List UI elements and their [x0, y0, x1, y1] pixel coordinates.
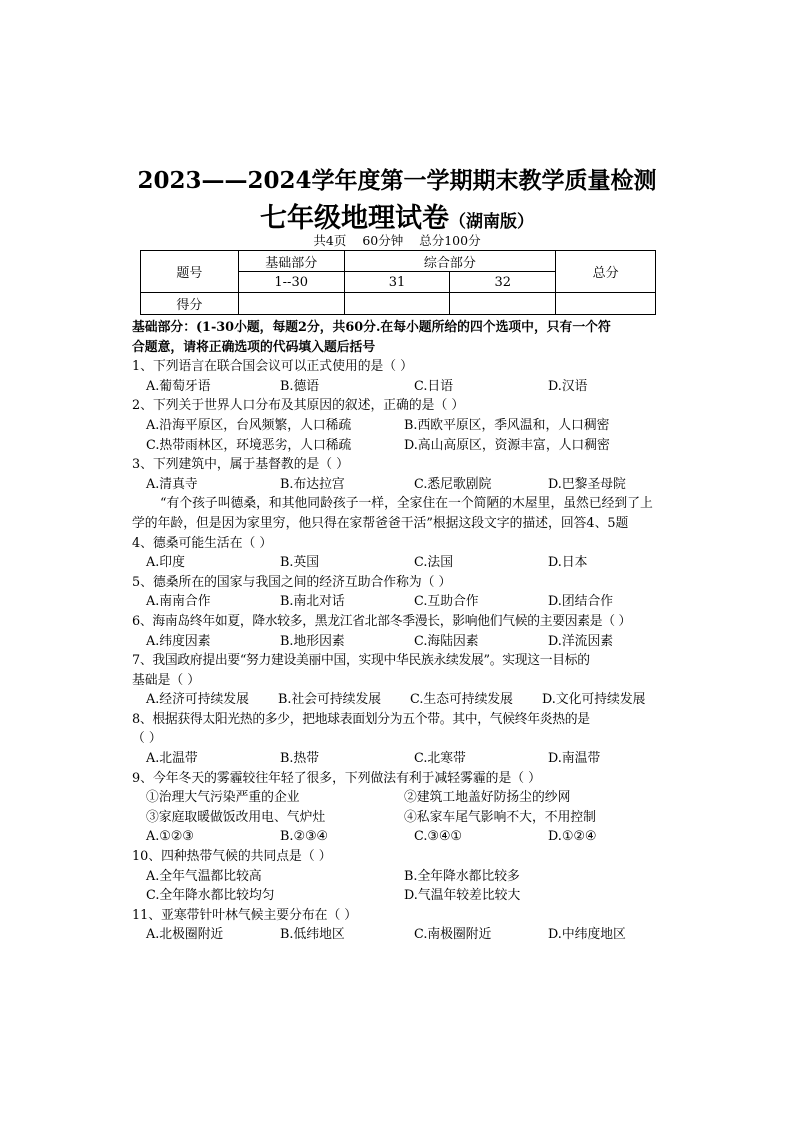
option-b[interactable]: B.②③④	[280, 829, 328, 845]
sub-item: ②建筑工地盖好防扬尘的纱网	[404, 790, 571, 806]
options-row	[132, 475, 662, 495]
options-row	[132, 886, 662, 906]
reading-passage: “有个孩子叫德桑，和其他同龄孩子一样，全家住在一个简陋的木屋里，虽然已经到了上学的年龄，但是因为家里穷，他只得在家帮爸爸干活”根据这段文字的描述，回答4、5题	[132, 496, 653, 531]
option-d[interactable]: D.洋流因素	[548, 633, 614, 649]
option-d[interactable]: D.日本	[548, 555, 588, 571]
sub-items-row	[132, 808, 662, 828]
sub-item: ①治理大气污染严重的企业	[146, 790, 300, 806]
total-header: 总分	[556, 251, 656, 293]
question-stem: 1、下列语言在联合国会议可以正式使用的是（ ）	[132, 359, 413, 375]
question-stem: 3、下列建筑中，属于基督教的是（ ）	[132, 457, 349, 473]
option-d[interactable]: D.汉语	[548, 378, 588, 394]
exam-subtitle	[0, 196, 794, 235]
question-stem: 4、德桑可能生活在（ ）	[132, 535, 273, 551]
score-row-label: 得分	[141, 293, 239, 315]
option-a[interactable]: A.南南合作	[146, 594, 211, 610]
options-row	[132, 925, 662, 945]
score-cell-total[interactable]	[556, 293, 656, 315]
sub-items-row	[132, 788, 662, 808]
options-row	[132, 632, 662, 652]
section-instructions-cont: 合题意，请将正确选项的代码填入题后括号	[132, 339, 376, 355]
question-number-header: 题号	[141, 251, 239, 293]
option-c[interactable]: C.海陆因素	[414, 633, 479, 649]
option-d[interactable]: D.巴黎圣母院	[548, 476, 626, 492]
question-stem: 2、下列关于世界人口分布及其原因的叙述，正确的是（ ）	[132, 398, 465, 414]
options-row	[132, 749, 662, 769]
option-c[interactable]: C.南极圈附近	[414, 927, 492, 943]
basic-range-cell: 1--30	[238, 272, 344, 293]
question-stem: 6、海南岛终年如夏，降水较多，黑龙江省北部冬季漫长，影响他们气候的主要因素是（ ）	[132, 613, 631, 629]
option-b[interactable]: B.地形因素	[280, 633, 345, 649]
option-d[interactable]: D.气温年较差比较大	[404, 888, 521, 904]
question-stem: 8、根据获得太阳光热的多少，把地球表面划分为五个带。其中，气候终年炎热的是	[132, 711, 590, 727]
option-a[interactable]: A.经济可持续发展	[146, 692, 249, 708]
sub-item: ④私家车尾气影响不大，不用控制	[404, 809, 596, 825]
total-score: 总分100分	[419, 233, 481, 248]
option-a[interactable]: A.印度	[146, 555, 185, 571]
option-d[interactable]: D.团结合作	[548, 594, 614, 610]
exam-content	[132, 318, 662, 945]
option-a[interactable]: A.北极圈附近	[146, 927, 224, 943]
options-row	[132, 827, 662, 847]
option-a[interactable]: A.清真寺	[146, 476, 198, 492]
option-c[interactable]: C.北寒带	[414, 751, 466, 767]
duration: 60分钟	[362, 233, 404, 248]
score-cell-basic[interactable]	[238, 293, 344, 315]
question-stem-cont: 基础是（ ）	[132, 672, 201, 688]
option-d[interactable]: D.①②④	[548, 829, 597, 845]
question-31-cell: 31	[344, 272, 450, 293]
option-d[interactable]: D.南温带	[548, 751, 601, 767]
exam-title: 2023——2024学年度第一学期期末教学质量检测	[137, 167, 657, 194]
option-b[interactable]: B.全年降水都比较多	[404, 868, 520, 884]
option-d[interactable]: D.文化可持续发展	[542, 692, 646, 708]
option-b[interactable]: B.布达拉宫	[280, 476, 345, 492]
basic-section-header: 基础部分	[238, 251, 344, 272]
question-stem: 10、四种热带气候的共同点是（ ）	[132, 849, 332, 865]
question-stem: 5、德桑所在的国家与我国之间的经济互助合作称为（ ）	[132, 574, 452, 590]
exam-meta	[0, 231, 794, 249]
score-table	[140, 250, 656, 315]
question-32-cell: 32	[450, 272, 556, 293]
option-c[interactable]: C.悉尼歌剧院	[414, 476, 492, 492]
option-c[interactable]: C.热带雨林区，环境恶劣，人口稀疏	[146, 437, 352, 453]
subject-title: 七年级地理试卷	[260, 203, 449, 234]
section-instructions: 基础部分：(1-30小题，每题2分，共60分.在每小题所给的四个选项中，只有一个符	[132, 320, 611, 335]
option-a[interactable]: A.①②③	[146, 829, 194, 845]
option-c[interactable]: C.③④①	[414, 829, 462, 845]
option-b[interactable]: B.社会可持续发展	[278, 692, 382, 708]
score-cell-31[interactable]	[344, 293, 450, 315]
sub-item: ③家庭取暖做饭改用电、气炉灶	[146, 809, 326, 825]
option-b[interactable]: B.低纬地区	[280, 927, 345, 943]
option-b[interactable]: B.西欧平原区，季风温和，人口稠密	[404, 417, 610, 433]
option-a[interactable]: A.北温带	[146, 751, 198, 767]
question-stem: 9、今年冬天的雾霾较往年轻了很多，下列做法有利于减轻雾霾的是（ ）	[132, 770, 541, 786]
options-row	[132, 553, 662, 573]
option-c[interactable]: C.日语	[414, 378, 453, 394]
option-b[interactable]: B.南北对话	[280, 594, 345, 610]
option-d[interactable]: D.高山高原区，资源丰富，人口稠密	[404, 437, 610, 453]
question-stem: 7、我国政府提出要“努力建设美丽中国，实现中华民族永续发展”。实现这一目标的	[132, 653, 590, 669]
option-b[interactable]: B.德语	[280, 378, 320, 394]
options-row	[132, 436, 662, 456]
option-c[interactable]: C.生态可持续发展	[410, 692, 513, 708]
comprehensive-section-header: 综合部分	[344, 251, 556, 272]
option-d[interactable]: D.中纬度地区	[548, 927, 626, 943]
options-row	[132, 867, 662, 887]
options-row	[132, 592, 662, 612]
option-b[interactable]: B.英国	[280, 555, 320, 571]
question-stem-cont: （ ）	[132, 731, 162, 747]
option-c[interactable]: C.全年降水都比较均匀	[146, 888, 275, 904]
edition-label: （湖南版）	[449, 212, 534, 232]
page-count: 共4页	[313, 233, 347, 248]
question-stem: 11、亚寒带针叶林气候主要分布在（ ）	[132, 907, 358, 923]
option-a[interactable]: A.纬度因素	[146, 633, 211, 649]
options-row	[132, 690, 662, 710]
option-c[interactable]: C.法国	[414, 555, 453, 571]
option-c[interactable]: C.互助合作	[414, 594, 479, 610]
options-row	[132, 416, 662, 436]
score-cell-32[interactable]	[450, 293, 556, 315]
option-b[interactable]: B.热带	[280, 751, 320, 767]
option-a[interactable]: A.沿海平原区，台风频繁，人口稀疏	[146, 417, 352, 433]
option-a[interactable]: A.葡萄牙语	[146, 378, 211, 394]
option-a[interactable]: A.全年气温都比较高	[146, 868, 262, 884]
options-row	[132, 377, 662, 397]
